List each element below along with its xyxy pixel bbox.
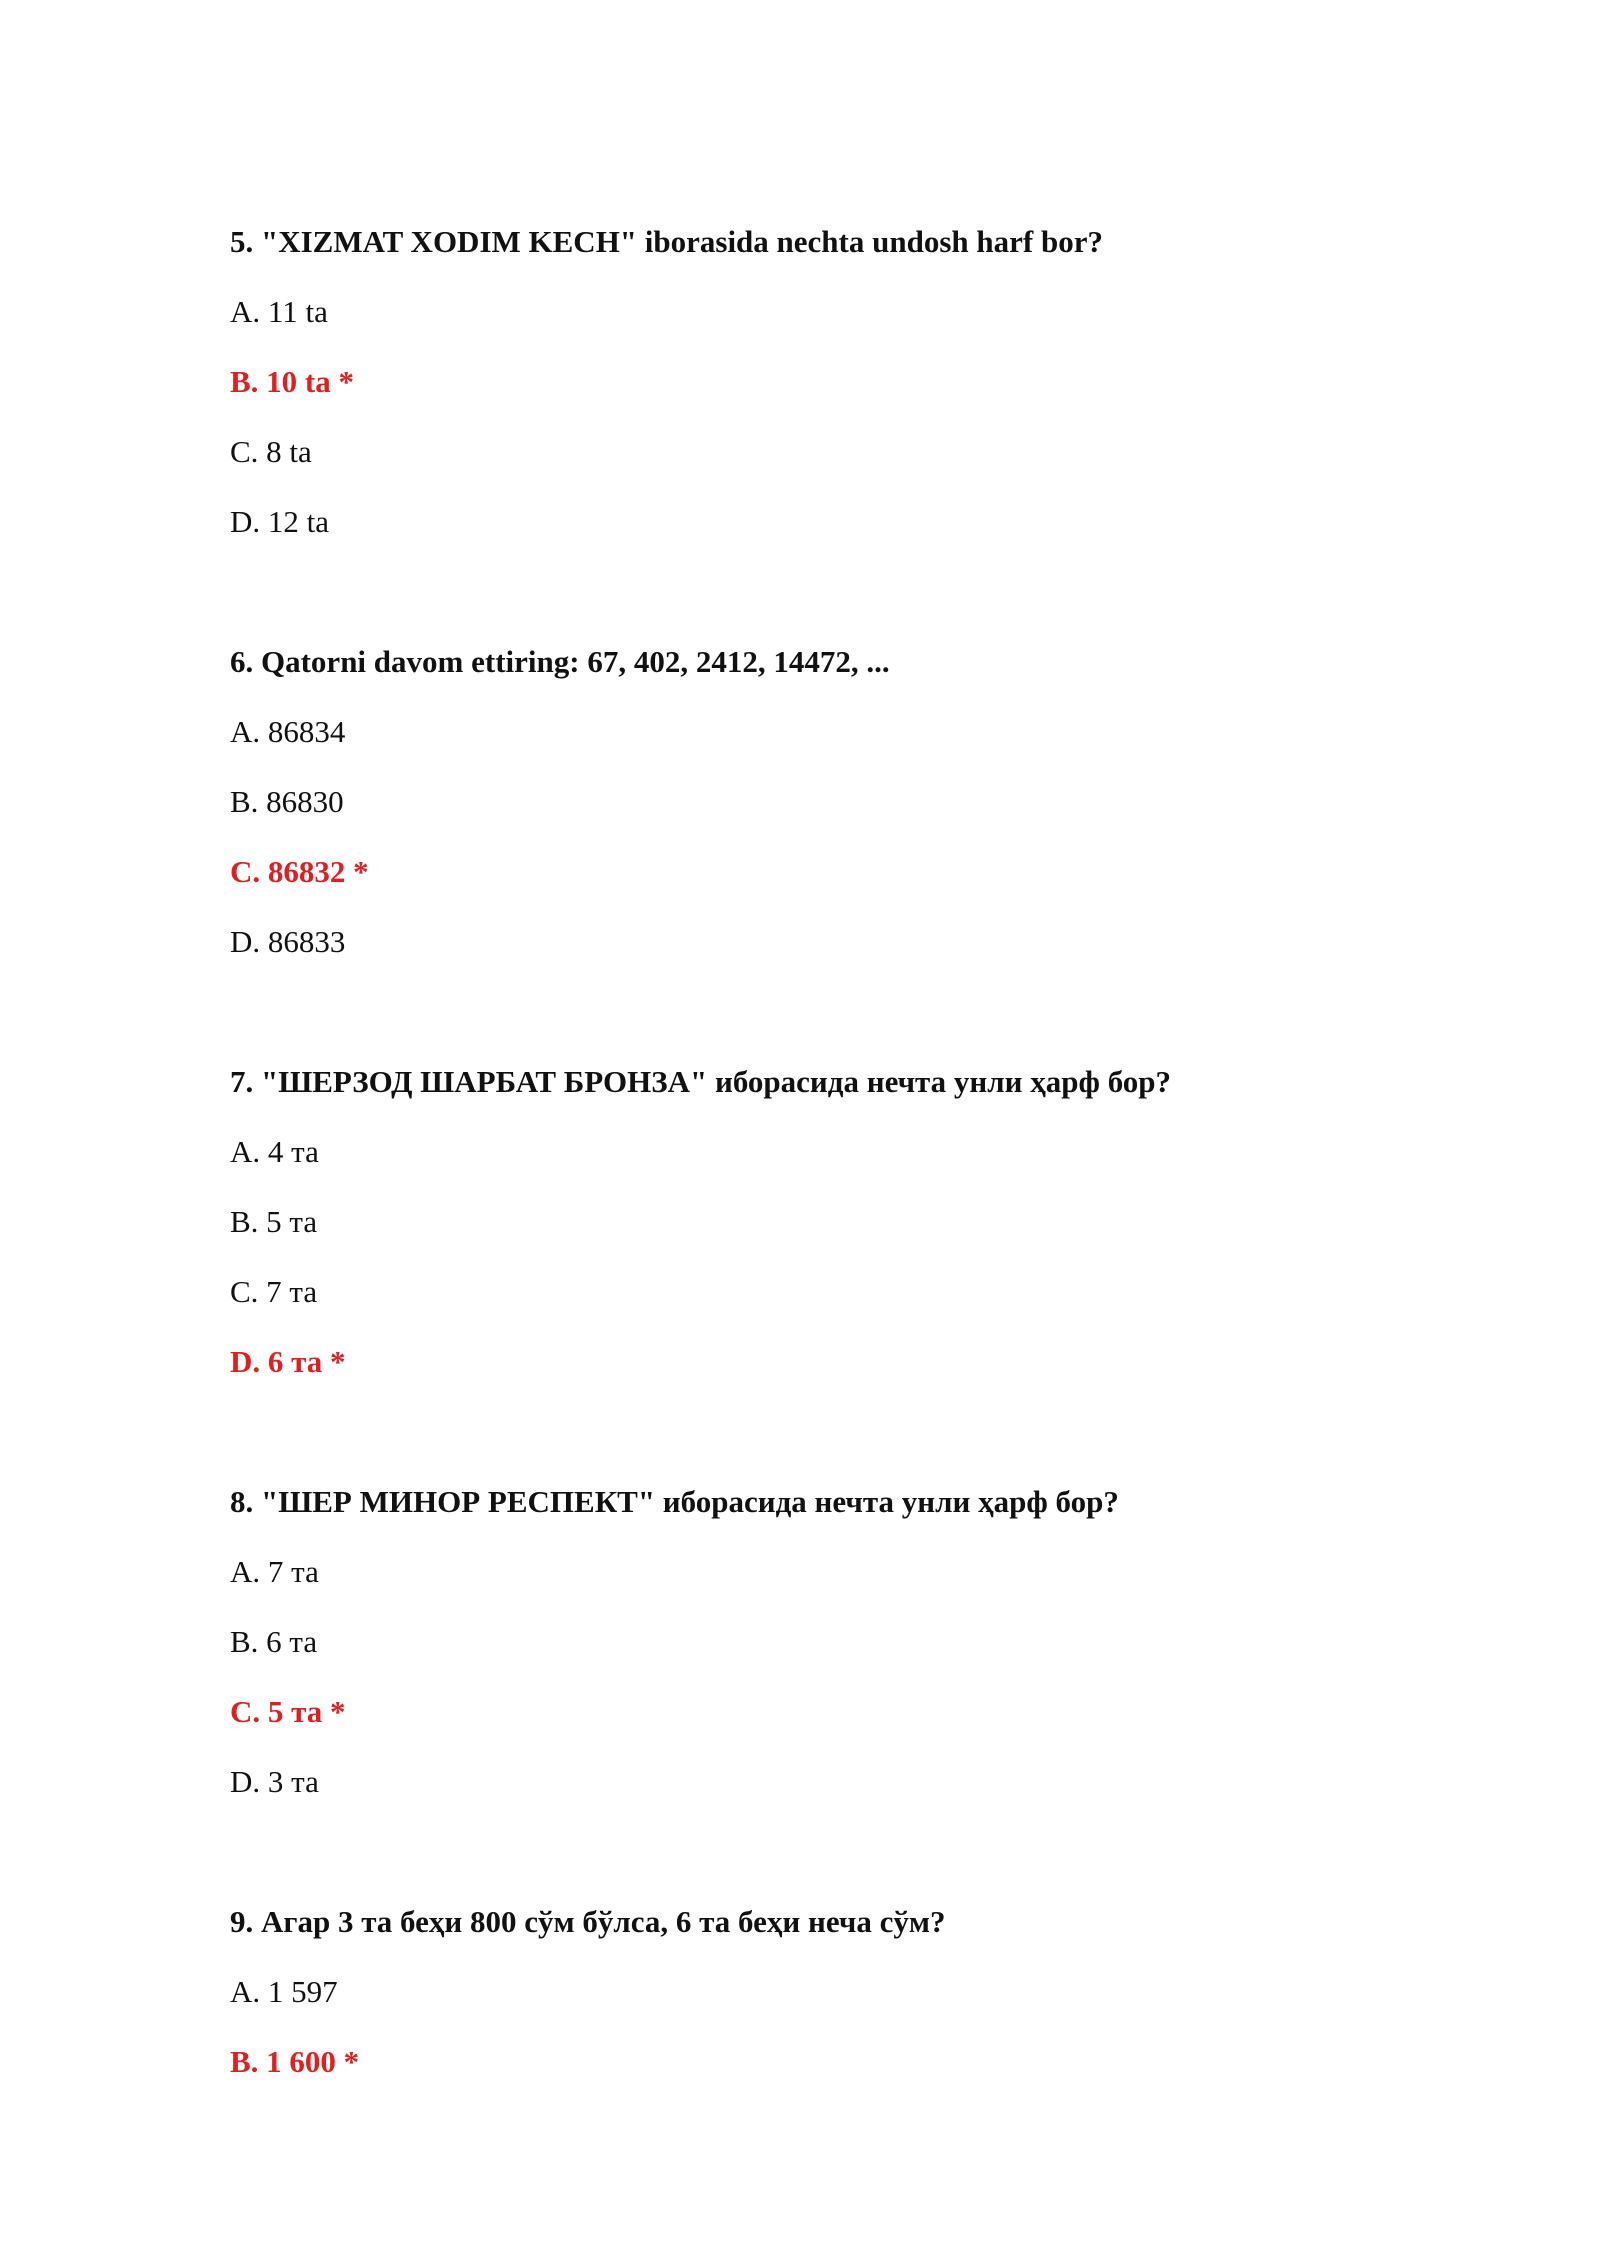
answer-option-b-correct: B. 10 ta *	[230, 364, 354, 399]
answer-option-c: C. 8 ta	[230, 434, 312, 469]
answer-option-c: C. 7 та	[230, 1274, 318, 1309]
answer-option-a: A. 1 597	[230, 1974, 338, 2009]
question-title: 5. "XIZMAT XODIM KECH" iborasida nechta undosh harf bor?	[230, 224, 1103, 259]
answer-option-a: A. 7 та	[230, 1554, 319, 1589]
answer-option-b-correct: B. 1 600 *	[230, 2044, 360, 2079]
answer-option-b: B. 86830	[230, 784, 344, 819]
question-title: 6. Qatorni davom ettiring: 67, 402, 2412, 14472, ...	[230, 644, 890, 679]
answer-option-c-correct: C. 5 та *	[230, 1694, 346, 1729]
question-5	[230, 222, 1530, 542]
question-title: 7. "ШЕРЗОД ШАРБАТ БРОНЗА" иборасида нечта унли ҳарф бор?	[230, 1064, 1172, 1099]
answer-option-d: D. 3 та	[230, 1764, 319, 1799]
answer-option-d-correct: D. 6 та *	[230, 1344, 346, 1379]
question-title: 9. Агар 3 та беҳи 800 сўм бўлса, 6 та беҳи неча сўм?	[230, 1904, 946, 1939]
answer-option-b: B. 5 та	[230, 1204, 318, 1239]
question-7	[230, 1062, 1530, 1382]
answer-option-a: A. 86834	[230, 714, 346, 749]
answer-option-b: B. 6 та	[230, 1624, 318, 1659]
answer-option-a: A. 4 та	[230, 1134, 319, 1169]
question-title: 8. "ШЕР МИНОР РЕСПЕКТ" иборасида нечта унли ҳарф бор?	[230, 1484, 1119, 1519]
question-8	[230, 1482, 1530, 1802]
question-9	[230, 1902, 1530, 2082]
answer-option-a: A. 11 ta	[230, 294, 328, 329]
question-6	[230, 642, 1530, 962]
answer-option-d: D. 86833	[230, 924, 346, 959]
answer-option-d: D. 12 ta	[230, 504, 330, 539]
answer-option-c-correct: C. 86832 *	[230, 854, 369, 889]
